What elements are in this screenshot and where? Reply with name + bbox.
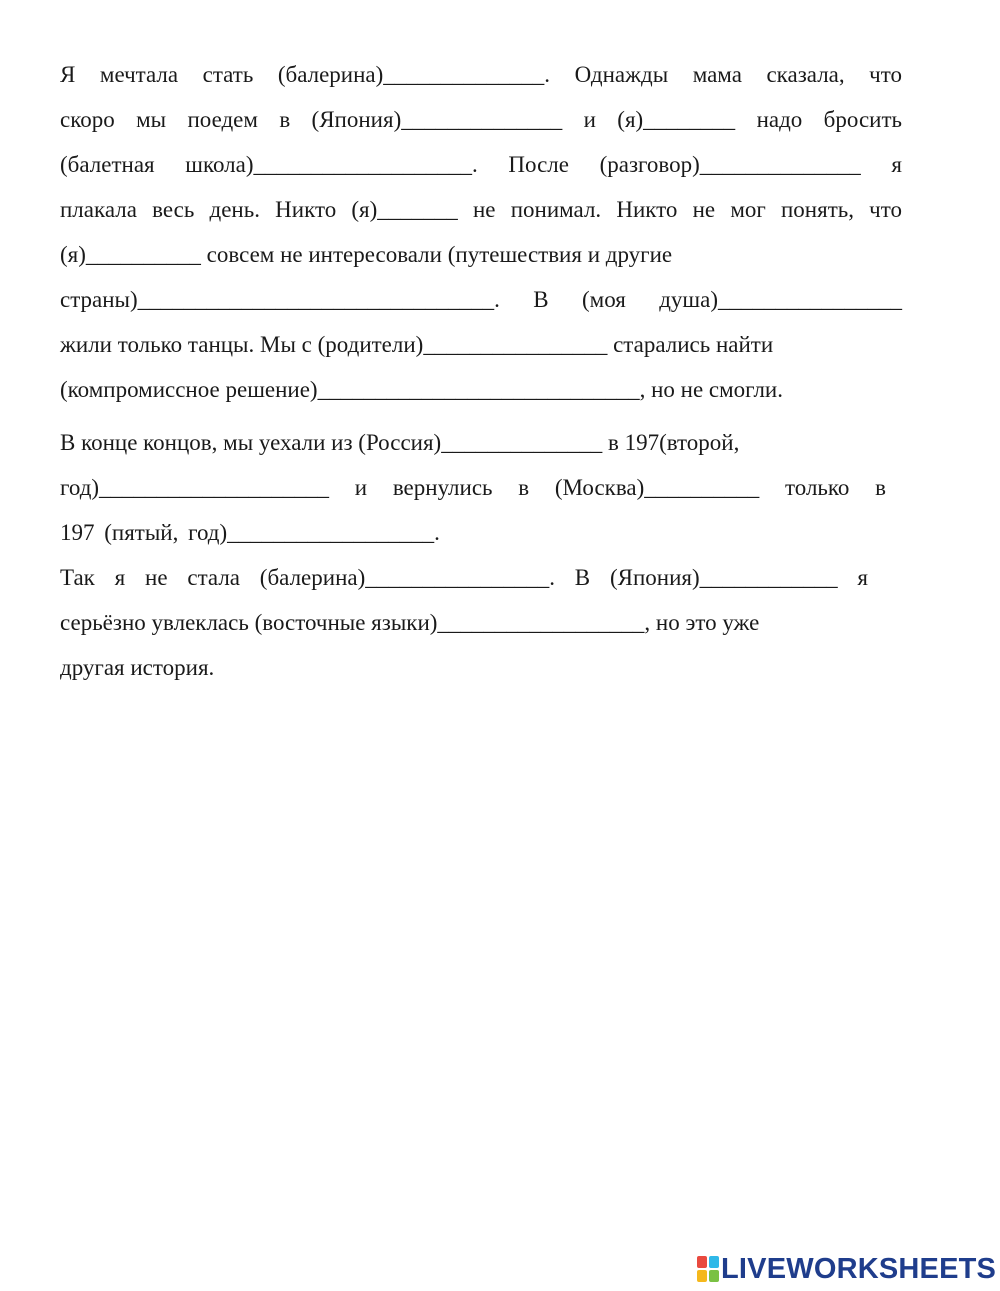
worksheet-line-5: (я)__________ совсем не интересовали (путешествия и другие	[60, 242, 673, 267]
worksheet-line-10: год)____________________ и вернулись в (Москва)__________ только в	[60, 475, 886, 500]
liveworksheets-logo-text: LIVEWORKSHEETS	[721, 1253, 997, 1285]
worksheet-line-3: (балетная школа)___________________. После (разговор)______________ я	[60, 152, 902, 177]
worksheet-line-7: жили только танцы. Мы с (родители)________________ старались найти	[60, 332, 774, 357]
worksheet-line-14: другая история.	[60, 655, 215, 680]
liveworksheets-logo	[697, 1253, 996, 1285]
worksheet-line-6: страны)_______________________________. В (моя душа)________________	[60, 287, 902, 312]
worksheet-line-12: Так я не стала (балерина)________________. В (Япония)____________ я	[60, 565, 868, 590]
worksheet-line-13: серьёзно увлеклась (восточные языки)__________________, но это уже	[60, 610, 760, 635]
liveworksheets-logo-icon	[697, 1256, 719, 1282]
logo-square-yellow	[697, 1270, 707, 1282]
worksheet-line-2: скоро мы поедем в (Япония)______________ и (я)________ надо бросить	[60, 107, 902, 132]
logo-square-blue	[709, 1256, 719, 1268]
worksheet-line-4: плакала весь день. Никто (я)_______ не понимал. Никто не мог понять, что	[60, 197, 902, 222]
logo-square-green	[709, 1270, 719, 1282]
worksheet-line-11: 197 (пятый, год)__________________.	[60, 520, 440, 545]
worksheet-line-1: Я мечтала стать (балерина)______________. Однажды мама сказала, что	[60, 62, 902, 87]
logo-square-red	[697, 1256, 707, 1268]
worksheet-line-9: В конце концов, мы уехали из (Россия)______________ в 197(второй,	[60, 430, 740, 455]
worksheet-line-8: (компромиссное решение)____________________________, но не смогли.	[60, 377, 783, 402]
